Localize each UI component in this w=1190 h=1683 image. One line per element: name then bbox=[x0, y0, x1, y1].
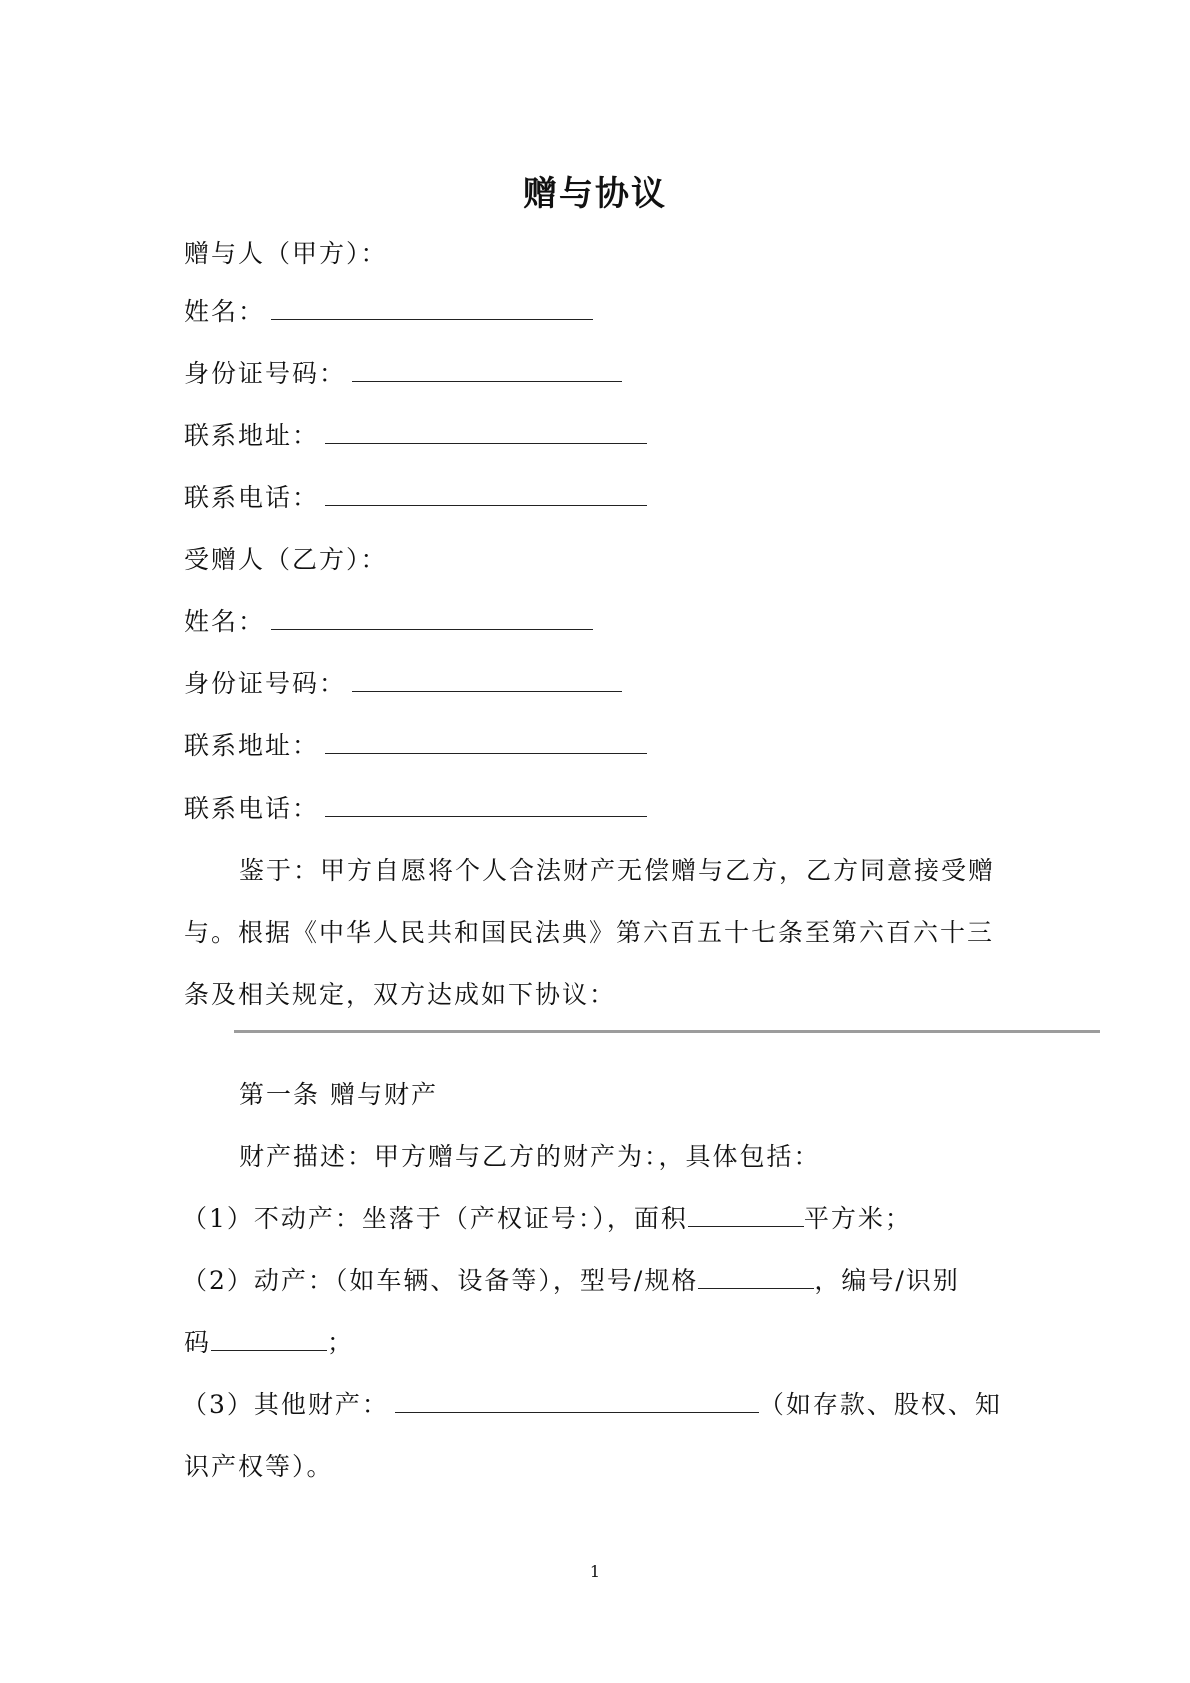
donee-name-label: 姓名： bbox=[184, 607, 266, 636]
donor-address-label: 联系地址： bbox=[184, 421, 320, 450]
item-2-model-blank bbox=[698, 1266, 814, 1289]
donee-id-blank bbox=[352, 669, 622, 692]
donor-address-row bbox=[184, 421, 647, 451]
donor-name-row bbox=[184, 297, 593, 327]
item-3-row bbox=[182, 1390, 1002, 1420]
section-divider bbox=[234, 1030, 1100, 1033]
donee-name-row bbox=[184, 607, 593, 637]
preamble-line-1: 鉴于：甲方自愿将个人合法财产无偿赠与乙方，乙方同意接受赠 bbox=[239, 856, 996, 885]
donor-heading: 赠与人（甲方）： bbox=[184, 239, 388, 268]
donee-phone-blank bbox=[325, 794, 647, 817]
donor-id-blank bbox=[352, 359, 622, 382]
donor-phone-blank bbox=[325, 483, 647, 506]
property-description: 财产描述：甲方赠与乙方的财产为：，具体包括： bbox=[239, 1142, 821, 1171]
item-2-text: （2）动产：（如车辆、设备等），型号/规格 bbox=[182, 1266, 699, 1295]
item-2-line2-text: 码 bbox=[184, 1328, 212, 1357]
item-1-area-blank bbox=[688, 1204, 804, 1227]
article-1-heading: 第一条 赠与财产 bbox=[239, 1080, 438, 1109]
page-number: 1 bbox=[589, 1562, 601, 1581]
item-2-row bbox=[182, 1266, 960, 1296]
donee-phone-row bbox=[184, 794, 647, 824]
donee-address-blank bbox=[325, 731, 647, 754]
item-1-text: （1）不动产：坐落于（产权证号：），面积 bbox=[182, 1204, 688, 1233]
item-3-text-after: （如存款、股权、知 bbox=[758, 1390, 1002, 1419]
donor-address-blank bbox=[325, 421, 647, 444]
item-3-text: （3）其他财产： bbox=[182, 1390, 389, 1419]
donee-name-blank bbox=[271, 607, 593, 630]
item-2-line2-end: ； bbox=[327, 1328, 355, 1357]
donee-heading: 受赠人（乙方）： bbox=[184, 545, 388, 574]
donor-id-row bbox=[184, 359, 622, 389]
donor-phone-label: 联系电话： bbox=[184, 483, 320, 512]
item-1-unit: 平方米； bbox=[803, 1204, 912, 1233]
donee-id-row bbox=[184, 669, 622, 699]
donee-phone-label: 联系电话： bbox=[184, 794, 320, 823]
donor-id-label: 身份证号码： bbox=[184, 359, 347, 388]
document-title: 赠与协议 bbox=[523, 174, 667, 214]
donee-address-label: 联系地址： bbox=[184, 731, 320, 760]
item-2-row-2 bbox=[184, 1328, 354, 1358]
item-3-row-2: 识产权等）。 bbox=[184, 1452, 334, 1481]
donor-phone-row bbox=[184, 483, 647, 513]
item-2-text-after: ，编号/识别 bbox=[814, 1266, 960, 1295]
preamble-line-3: 条及相关规定，双方达成如下协议： bbox=[184, 980, 617, 1009]
item-2-serial-blank bbox=[211, 1328, 327, 1351]
donor-name-blank bbox=[271, 297, 593, 320]
preamble-line-2: 与。根据《中华人民共和国民法典》第六百五十七条至第六百六十三 bbox=[184, 918, 995, 947]
item-3-other-blank bbox=[395, 1390, 759, 1413]
donor-name-label: 姓名： bbox=[184, 297, 266, 326]
item-1-row bbox=[182, 1204, 912, 1234]
donee-id-label: 身份证号码： bbox=[184, 669, 347, 698]
donee-address-row bbox=[184, 731, 647, 761]
